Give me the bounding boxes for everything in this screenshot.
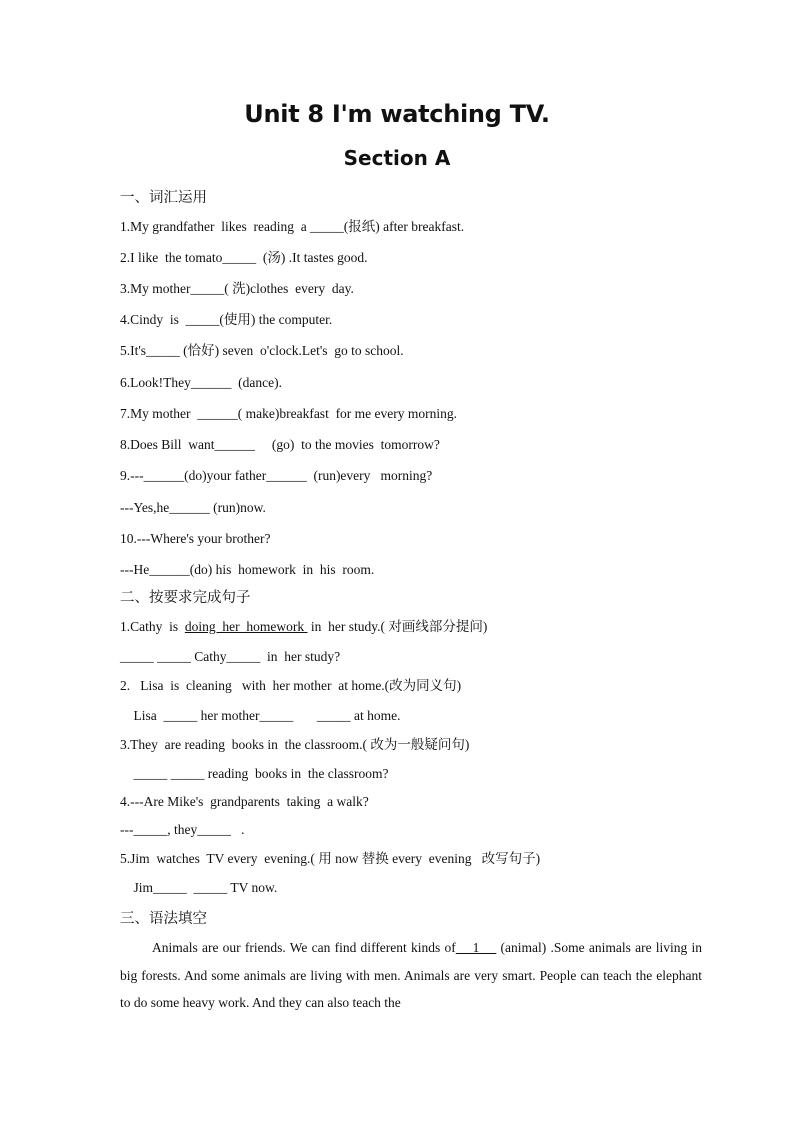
exercise-line — [120, 618, 487, 636]
exercise-line: 3.My mother_____( 洗)clothes every day. — [120, 281, 354, 296]
page-title: Unit 8 I'm watching TV. — [244, 100, 550, 128]
exercise-line: _____ _____ reading books in the classroom? — [120, 766, 389, 781]
exercise-line: ---_____, they_____ . — [120, 822, 245, 837]
exercise-line: 6.Look!They______ (dance). — [120, 375, 282, 390]
exercise-line: 5.Jim watches TV every evening.( 用 now 替换 every evening 改写句子) — [120, 851, 541, 866]
exercise-line: 2. Lisa is cleaning with her mother at home.(改为同义句) — [120, 678, 462, 693]
blank-1: 1 — [455, 940, 497, 955]
exercise-line: 2.I like the tomato_____ (汤) .It tastes good. — [120, 250, 368, 265]
exercise-line: Jim_____ _____ TV now. — [120, 880, 278, 895]
q1-prefix: 1.Cathy is — [120, 619, 185, 634]
passage-text-b: (animal) .Some animals are living in big forests. And some animals are living with men. Animals are very smart. People can teach the elephant to do some heavy work. And they can also teach the — [120, 940, 703, 1010]
exercise-line: 5.It's_____ (恰好) seven o'clock.Let's go to school. — [120, 343, 404, 358]
exercise-line: ---He______(do) his homework in his room. — [120, 562, 375, 577]
section1-heading: 一、词汇运用 — [120, 190, 207, 206]
exercise-line: Lisa _____ her mother_____ _____ at home. — [120, 708, 401, 723]
exercise-line: 8.Does Bill want______ (go) to the movies tomorrow? — [120, 437, 440, 452]
passage-text-a: Animals are our friends. We can find different kinds of — [152, 940, 456, 955]
exercise-line: 7.My mother ______( make)breakfast for me every morning. — [120, 406, 458, 421]
exercise-line: 9.---______(do)your father______ (run)every morning? — [120, 468, 433, 483]
passage-paragraph — [120, 934, 702, 1017]
exercise-line: 4.---Are Mike's grandparents taking a walk? — [120, 794, 369, 809]
page-subtitle: Section A — [343, 146, 451, 170]
exercise-line: 10.---Where's your brother? — [120, 531, 271, 546]
exercise-line: 3.They are reading books in the classroom.( 改为一般疑问句) — [120, 737, 470, 752]
exercise-line: 4.Cindy is _____(使用) the computer. — [120, 312, 333, 327]
underlined-phrase: doing her homework — [184, 619, 308, 634]
section2-heading: 二、按要求完成句子 — [120, 590, 251, 606]
section3-heading: 三、语法填空 — [120, 911, 207, 927]
q1-suffix: in her study.( 对画线部分提问) — [307, 619, 488, 634]
exercise-line: ---Yes,he______ (run)now. — [120, 500, 266, 515]
exercise-line: _____ _____ Cathy_____ in her study? — [120, 649, 341, 664]
exercise-line: 1.My grandfather likes reading a _____(报纸) after breakfast. — [120, 219, 465, 234]
